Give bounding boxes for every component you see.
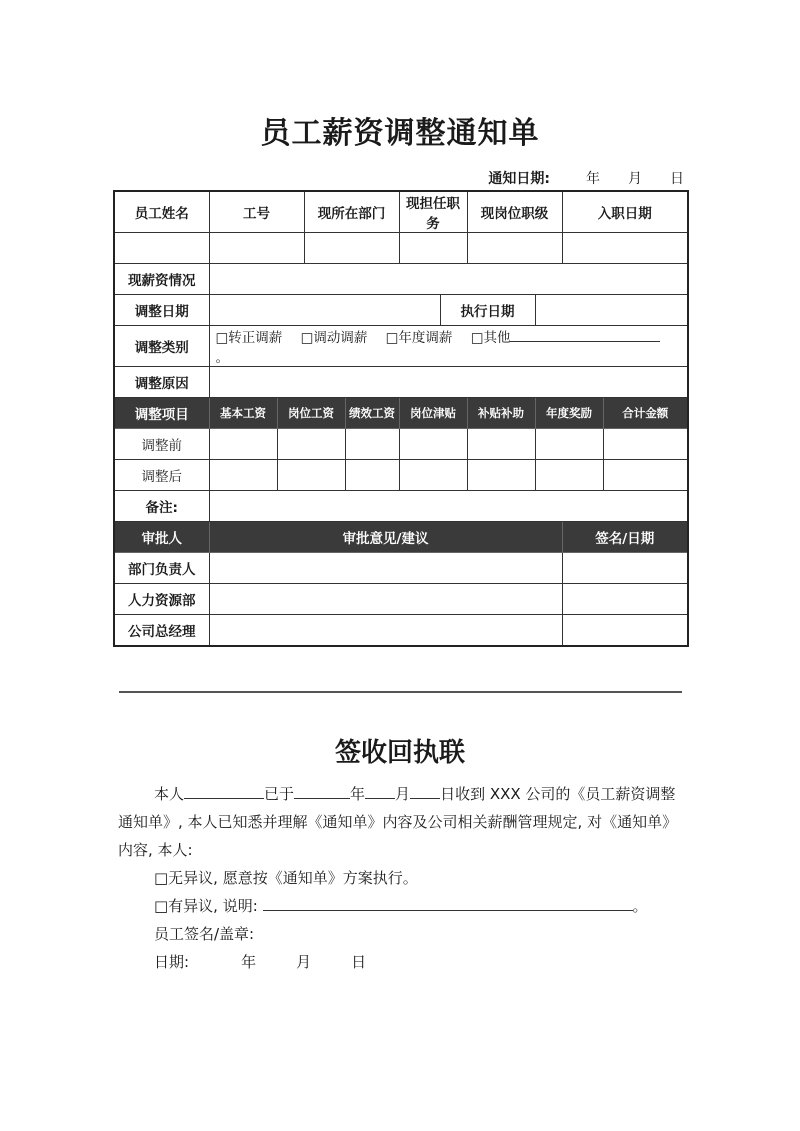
receipt-date-label: 日期: bbox=[154, 953, 190, 971]
approver-row bbox=[114, 584, 688, 615]
notice-year: 年 bbox=[586, 171, 600, 187]
day-blank[interactable] bbox=[410, 782, 440, 799]
employee-sign-label: 员工签名/盖章: bbox=[154, 925, 255, 943]
signature-field[interactable] bbox=[562, 553, 688, 584]
signature-field[interactable] bbox=[562, 584, 688, 615]
receipt-text: 本人 bbox=[154, 785, 185, 803]
adjust-type-row bbox=[114, 326, 688, 367]
disagree-end: 。 bbox=[632, 897, 648, 915]
notice-date bbox=[488, 168, 684, 188]
amount-cell[interactable] bbox=[277, 460, 345, 491]
current-salary-field[interactable] bbox=[209, 264, 688, 295]
form-title: 员工薪资调整通知单 bbox=[260, 116, 540, 151]
effective-date-label: 执行日期 bbox=[440, 295, 535, 326]
amount-cell[interactable] bbox=[467, 460, 535, 491]
items-header-cell: 合计金额 bbox=[603, 398, 688, 429]
amount-cell[interactable] bbox=[209, 429, 277, 460]
header-cell: 现所在部门 bbox=[304, 191, 399, 233]
header-cell: 现担任职务 bbox=[399, 191, 467, 233]
input-cell[interactable] bbox=[114, 233, 209, 264]
current-salary-label: 现薪资情况 bbox=[114, 264, 209, 295]
items-header-row bbox=[114, 398, 688, 429]
approval-header-row bbox=[114, 522, 688, 553]
input-cell[interactable] bbox=[467, 233, 562, 264]
adjust-type-transfer-checkbox[interactable]: □调动调薪 bbox=[300, 330, 368, 346]
input-cell[interactable] bbox=[562, 233, 688, 264]
notice-month: 月 bbox=[628, 171, 642, 187]
receipt-text: 日收到 XXX 公司的《员工薪资调整通知单》, 本人已知悉并理解《通知单》内容及公司相关薪酬管理规定, 对《通知单》内容, 本人: bbox=[118, 785, 678, 859]
after-row bbox=[114, 460, 688, 491]
adjust-reason-row bbox=[114, 367, 688, 398]
other-blank-line[interactable] bbox=[510, 329, 660, 342]
items-header-cell: 基本工资 bbox=[209, 398, 277, 429]
receipt-text: 月 bbox=[395, 785, 411, 803]
approval-header-cell: 审批人 bbox=[114, 522, 209, 553]
amount-cell[interactable] bbox=[535, 429, 603, 460]
receipt-text: 年 bbox=[350, 785, 366, 803]
approval-header-cell: 签名/日期 bbox=[562, 522, 688, 553]
agree-option[interactable]: □无异议, 愿意按《通知单》方案执行。 bbox=[154, 869, 418, 887]
approver-row bbox=[114, 553, 688, 584]
amount-cell[interactable] bbox=[603, 460, 688, 491]
receipt-date-line bbox=[118, 948, 688, 976]
salary-adjust-table bbox=[113, 190, 689, 647]
month-blank[interactable] bbox=[365, 782, 395, 799]
approver-row bbox=[114, 615, 688, 647]
effective-date-field[interactable] bbox=[535, 295, 688, 326]
header-cell: 员工姓名 bbox=[114, 191, 209, 233]
amount-cell[interactable] bbox=[399, 460, 467, 491]
items-header-cell: 调整项目 bbox=[114, 398, 209, 429]
amount-cell[interactable] bbox=[535, 460, 603, 491]
adjust-reason-field[interactable] bbox=[209, 367, 688, 398]
remarks-row bbox=[114, 491, 688, 522]
receipt-year: 年 bbox=[241, 953, 257, 971]
adjust-type-other-checkbox[interactable]: □其他 bbox=[470, 330, 511, 346]
adjust-type-end: 。 bbox=[215, 350, 229, 366]
amount-cell[interactable] bbox=[399, 429, 467, 460]
amount-cell[interactable] bbox=[345, 460, 399, 491]
items-header-cell: 补贴补助 bbox=[467, 398, 535, 429]
current-salary-row bbox=[114, 264, 688, 295]
opinion-field[interactable] bbox=[209, 584, 562, 615]
amount-cell[interactable] bbox=[467, 429, 535, 460]
section-divider bbox=[119, 691, 682, 693]
input-cell[interactable] bbox=[304, 233, 399, 264]
disagree-checkbox[interactable]: □有异议, 说明: bbox=[154, 897, 258, 915]
receipt-title: 签收回执联 bbox=[334, 738, 465, 768]
adjust-date-row bbox=[114, 295, 688, 326]
opinion-field[interactable] bbox=[209, 615, 562, 647]
amount-cell[interactable] bbox=[209, 460, 277, 491]
adjust-type-annual-checkbox[interactable]: □年度调薪 bbox=[385, 330, 453, 346]
header-row bbox=[114, 191, 688, 233]
approval-header-cell: 审批意见/建议 bbox=[209, 522, 562, 553]
receipt-text: 已于 bbox=[264, 785, 295, 803]
year-blank[interactable] bbox=[294, 782, 350, 799]
employee-info-row bbox=[114, 233, 688, 264]
input-cell[interactable] bbox=[399, 233, 467, 264]
notice-day: 日 bbox=[670, 171, 684, 187]
receipt-month: 月 bbox=[296, 953, 312, 971]
adjust-reason-label: 调整原因 bbox=[114, 367, 209, 398]
header-cell: 现岗位职级 bbox=[467, 191, 562, 233]
adjust-type-label: 调整类别 bbox=[114, 326, 209, 367]
adjust-type-probation-checkbox[interactable]: □转正调薪 bbox=[215, 330, 283, 346]
amount-cell[interactable] bbox=[603, 429, 688, 460]
receipt-body bbox=[118, 780, 688, 976]
notice-date-label: 通知日期: bbox=[488, 171, 550, 187]
remarks-label: 备注: bbox=[114, 491, 209, 522]
approver-label: 公司总经理 bbox=[114, 615, 209, 647]
disagree-reason-blank[interactable] bbox=[263, 894, 633, 911]
items-header-cell: 年度奖励 bbox=[535, 398, 603, 429]
receipt-day: 日 bbox=[351, 953, 367, 971]
input-cell[interactable] bbox=[209, 233, 304, 264]
approver-label: 部门负责人 bbox=[114, 553, 209, 584]
adjust-date-label: 调整日期 bbox=[114, 295, 209, 326]
items-header-cell: 绩效工资 bbox=[345, 398, 399, 429]
after-label: 调整后 bbox=[114, 460, 209, 491]
items-header-cell: 岗位津贴 bbox=[399, 398, 467, 429]
name-blank[interactable] bbox=[184, 782, 264, 799]
approver-label: 人力资源部 bbox=[114, 584, 209, 615]
opinion-field[interactable] bbox=[209, 553, 562, 584]
adjust-date-field[interactable] bbox=[209, 295, 440, 326]
receipt-paragraph bbox=[118, 780, 688, 864]
disagree-option bbox=[118, 892, 688, 920]
amount-cell[interactable] bbox=[277, 429, 345, 460]
items-header-cell: 岗位工资 bbox=[277, 398, 345, 429]
header-cell: 入职日期 bbox=[562, 191, 688, 233]
signature-field[interactable] bbox=[562, 615, 688, 647]
before-label: 调整前 bbox=[114, 429, 209, 460]
before-row bbox=[114, 429, 688, 460]
amount-cell[interactable] bbox=[345, 429, 399, 460]
adjust-type-options bbox=[209, 326, 688, 367]
remarks-field[interactable] bbox=[209, 491, 688, 522]
header-cell: 工号 bbox=[209, 191, 304, 233]
